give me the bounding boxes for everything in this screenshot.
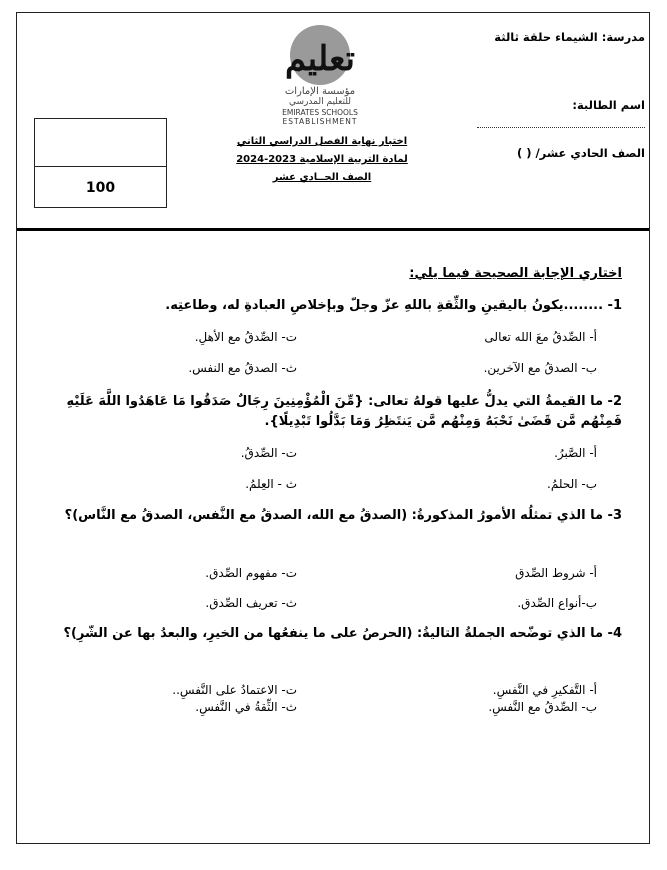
- header-divider: [17, 228, 649, 231]
- q4-option-th[interactable]: ث- الثِّقةُ في النَّفسِ.: [195, 700, 297, 714]
- class-label: الصف الحادي عشر/ ( ): [516, 146, 645, 160]
- student-info: [475, 30, 645, 170]
- exam-title-line2: لمادة التربية الإسلامية 2023-2024: [236, 154, 408, 165]
- q4-option-b[interactable]: ب- الصِّدقُ مع النَّفسِ.: [488, 700, 597, 714]
- q1-option-b[interactable]: ب- الصدقُ مع الآخرين.: [483, 361, 597, 375]
- name-dotted-line: [477, 127, 645, 128]
- student-name-label: اسم الطالبة:: [572, 98, 645, 112]
- grade-box: [34, 118, 167, 208]
- q4-option-t[interactable]: ت- الاعتمادُ على النَّفسِ..: [172, 683, 297, 697]
- exam-title-line3: الصف الحــادي عشر: [272, 172, 372, 183]
- q1-option-t[interactable]: ت- الصِّدقُ مع الأهلِ.: [194, 330, 297, 344]
- exam-title-line1: اختبار نهاية الفصل الدراسي الثاني: [236, 136, 408, 147]
- logo-ar-line1: مؤسسة الإمارات: [284, 86, 356, 97]
- total-score: 100: [85, 180, 116, 196]
- question-2: 2- ما القيمةُ التي يدلُّ عليها قولهُ تعالى: {مِّنَ الْمُؤْمِنِينَ رِجَالٌ صَدَقُوا مَا عَاهَدُوا اللَّهَ عَلَيْهِ فَمِنْهُم مَّن قَضَىٰ نَحْبَهُ وَمِنْهُم مَّن يَنتَظِرُ وَمَا بَدَّلُوا تَبْدِيلًا}.: [66, 394, 622, 429]
- q3-option-a[interactable]: أ- شروط الصِّدق: [515, 566, 597, 580]
- logo-en-line2: ESTABLISHMENT: [282, 117, 358, 126]
- q2-option-t[interactable]: ت- الصِّدقُ.: [240, 446, 297, 460]
- question-4: 4- ما الذي توضّحه الجملةُ التاليةُ: (الحرصُ على ما ينفعُها من الخيرِ، والبعدُ بها عن الشّرِ)؟: [63, 626, 622, 641]
- q2-option-b[interactable]: ب- الحلمُ.: [547, 477, 597, 491]
- instruction: اختاري الإجابة الصحيحة فيما يلي:: [409, 266, 622, 281]
- q3-option-b[interactable]: ب-أنواع الصِّدق.: [517, 596, 597, 610]
- q3-option-th[interactable]: ث- تعريف الصِّدق.: [205, 596, 297, 610]
- q4-option-a[interactable]: أ- التَّفكيرِ في النَّفسِ.: [492, 683, 597, 697]
- school-name: مدرسة: الشيماء حلقة ثالثة: [494, 30, 645, 44]
- ministry-logo: [262, 22, 384, 127]
- question-1: 1- ........يكونُ باليقينِ والثِّقةِ باللهِ عزّ وجلّ وبإخلاصِ العبادةِ له، وطاعتِه.: [165, 298, 622, 313]
- q3-option-t[interactable]: ت- مفهوم الصِّدق.: [205, 566, 297, 580]
- logo-en-line1: EMIRATES SCHOOLS: [282, 108, 358, 117]
- question-3: 3- ما الذي تمثلُه الأمورُ المذكورةُ: (الصدقُ مع الله، الصدقُ مع النَّفس، الصدقُ مع النَّاس)؟: [64, 508, 622, 523]
- q1-option-a[interactable]: أ- الصِّدقُ معَ الله تعالى: [484, 330, 597, 344]
- q1-option-th[interactable]: ث- الصدقُ مع النفس.: [188, 361, 297, 375]
- logo-word: تعليم: [284, 39, 356, 79]
- q2-option-a[interactable]: أ- الصَّبرُ.: [554, 446, 597, 460]
- q2-option-th[interactable]: ث - العِلمُ.: [245, 477, 297, 491]
- grade-box-divider: [35, 166, 166, 167]
- logo-ar-line2: للتعليم المدرسي: [289, 97, 351, 107]
- exam-title: [232, 133, 412, 187]
